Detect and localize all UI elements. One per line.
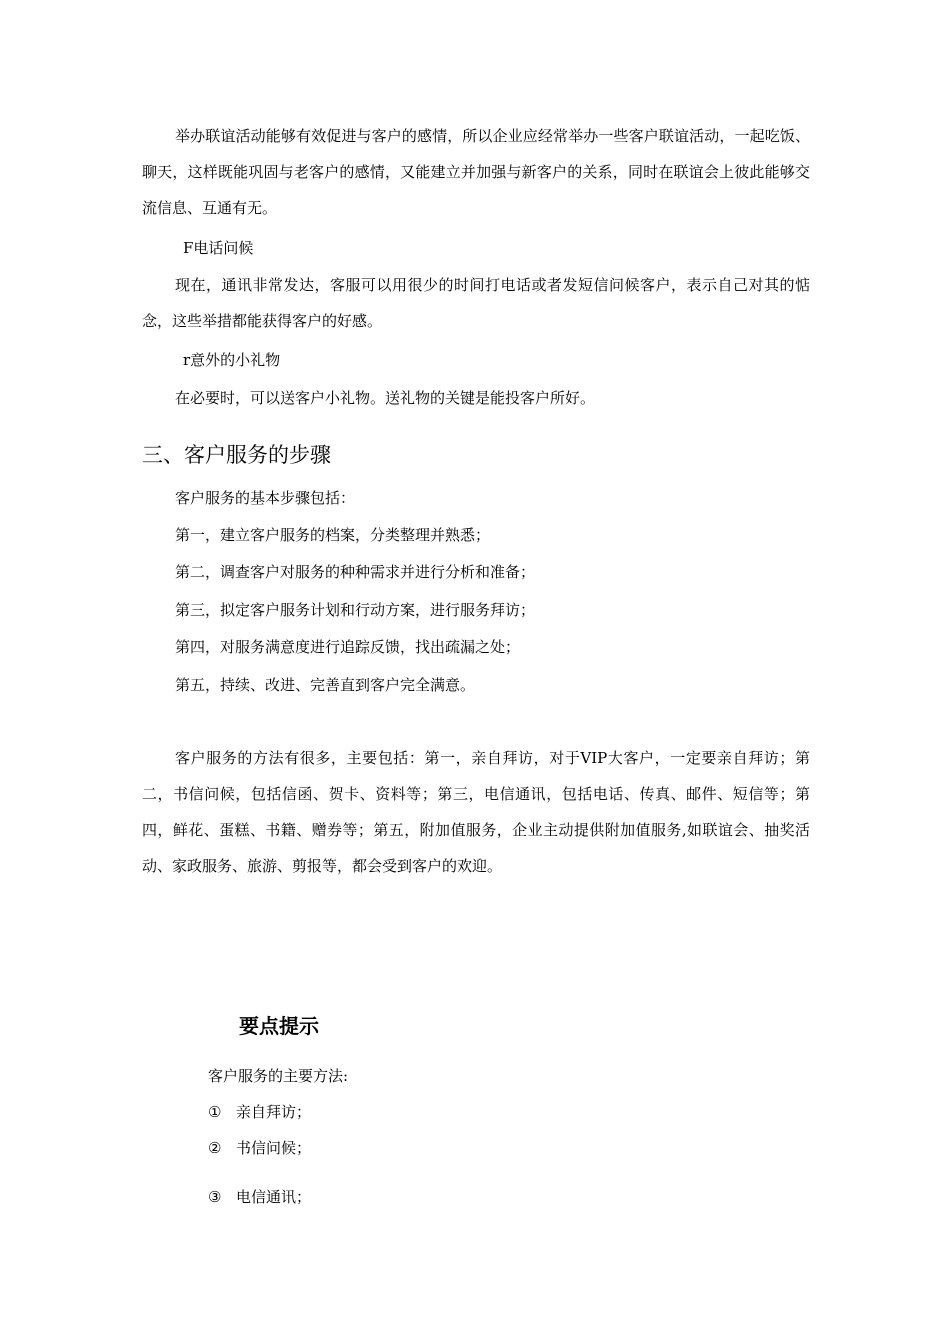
step-item: 第二，调查客户对服务的种种需求并进行分析和准备； [175, 563, 536, 581]
step-item: 第四，对服务满意度进行追踪反馈，找出疏漏之处； [175, 638, 521, 656]
phone-subheading: F电话问候 [183, 239, 254, 257]
tip-number: ② [208, 1139, 222, 1157]
tip-item [208, 1102, 311, 1122]
tip-item [208, 1187, 311, 1207]
tips-title: 要点提示 [239, 1014, 319, 1038]
tip-item [208, 1138, 311, 1158]
step-item: 第一，建立客户服务的档案，分类整理并熟悉； [175, 526, 491, 544]
intro-paragraph: 举办联谊活动能够有效促进与客户的感情，所以企业应经常举办一些客户联谊活动，一起吃饭、聊天，这样既能巩固与老客户的感情，又能建立并加强与新客户的关系，同时在联谊会上彼此能够交流信息、互通有无。 [142, 127, 810, 217]
step-item: 第三，拟定客户服务计划和行动方案，进行服务拜访； [175, 601, 536, 619]
step-item: 第五，持续、改进、完善直到客户完全满意。 [175, 676, 476, 694]
section-heading: 三、客户服务的步骤 [142, 443, 331, 467]
tip-number: ① [208, 1103, 222, 1121]
methods-paragraph: 客户服务的方法有很多，主要包括：第一，亲自拜访，对于VIP大客户，一定要亲自拜访；第二，书信问候，包括信函、贺卡、资料等；第三，电信通讯，包括电话、传真、邮件、短信等；第四，鲜花、蛋糕、书籍、赠券等；第五，附加值服务，企业主动提供附加值服务,如联谊会、抽奖活动、家政服务、旅游、剪报等，都会受到客户的欢迎。 [142, 749, 810, 875]
tips-intro: 客户服务的主要方法: [208, 1067, 349, 1085]
gift-paragraph: 在必要时，可以送客户小礼物。送礼物的关键是能投客户所好。 [175, 389, 596, 407]
tip-number: ③ [208, 1188, 222, 1206]
gift-subheading: r意外的小礼物 [183, 351, 281, 369]
tip-text: 亲自拜访； [236, 1103, 312, 1121]
tip-text: 书信问候； [236, 1139, 312, 1157]
steps-intro: 客户服务的基本步骤包括： [175, 489, 356, 507]
tip-text: 电信通讯； [236, 1188, 312, 1206]
phone-paragraph: 现在，通讯非常发达，客服可以用很少的时间打电话或者发短信问候客户，表示自己对其的惦念，这些举措都能获得客户的好感。 [142, 276, 810, 330]
